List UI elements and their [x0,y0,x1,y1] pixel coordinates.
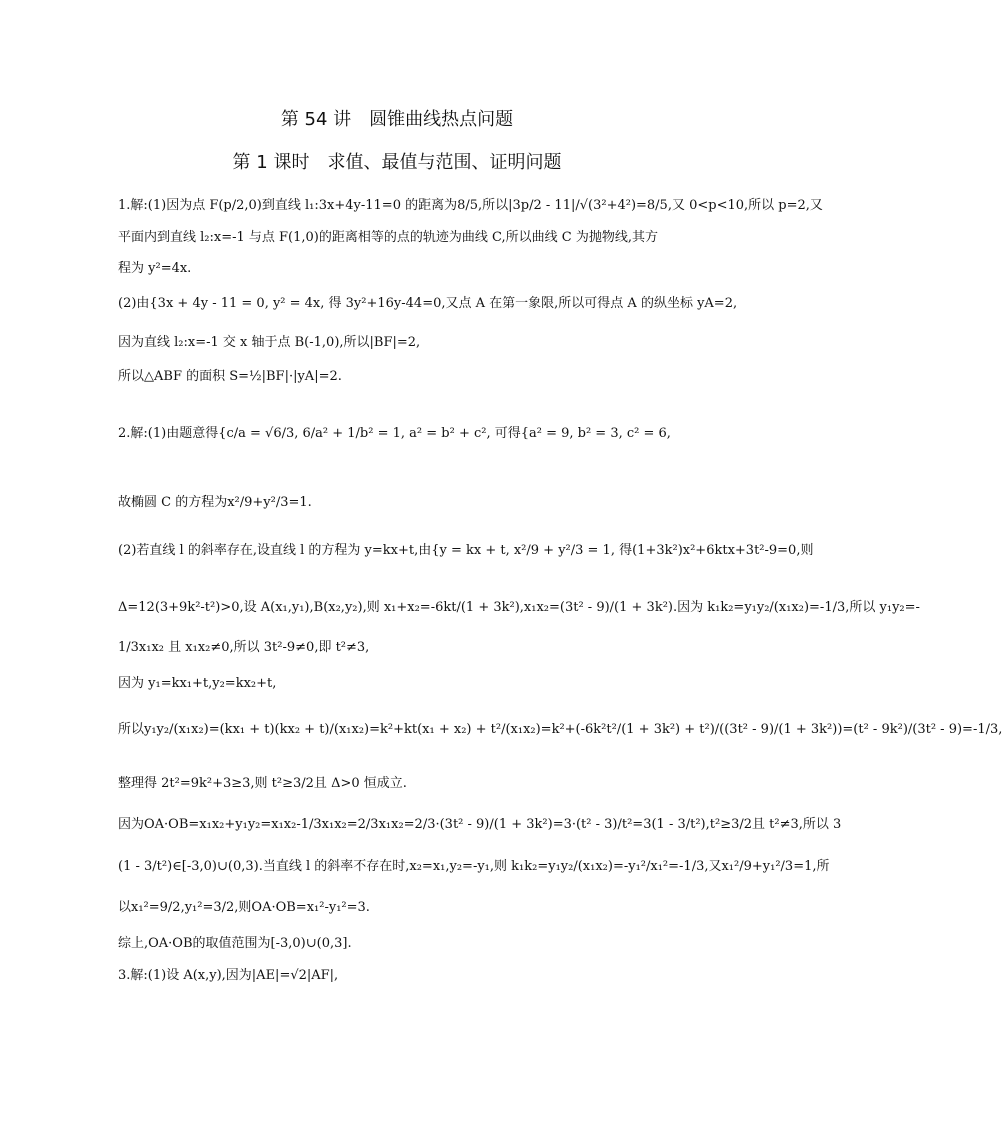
p2-line-4: Δ=12(3+9k²-t²)>0,设 A(x₁,y₁),B(x₂,y₂),则 x₁+x₂=-6kt/(1 + 3k²),x₁x₂=(3t² - 9)/(1 + 3k²).因为 k₁k₂=y₁y₂/(x₁x₂)=-1/3,所以 y₁y₂=- [118,600,920,615]
p2-line-2: 故椭圆 C 的方程为x²/9+y²/3=1. [118,495,312,510]
p2-line-9: 因为OA·OB=x₁x₂+y₁y₂=x₁x₂-1/3x₁x₂=2/3x₁x₂=2/3·(3t² - 9)/(1 + 3k²)=3·(t² - 3)/t²=3(1 - 3/t²),t²≥3/2且 t²≠3,所以 3 [118,817,842,832]
p1-line-3: 程为 y²=4x. [118,261,192,276]
p1-line-1: 1.解:(1)因为点 F(p/2,0)到直线 l₁:3x+4y-11=0 的距离为8/5,所以|3p/2 - 11|/√(3²+4²)=8/5,又 0<p<10,所以 p=2,又 [118,198,823,213]
p1-line-4: (2)由{3x + 4y - 11 = 0, y² = 4x, 得 3y²+16y-44=0,又点 A 在第一象限,所以可得点 A 的纵坐标 yA=2, [118,296,738,311]
page-subtitle: 第 1 课时 求值、最值与范围、证明问题 [232,152,562,173]
p1-line-2: 平面内到直线 l₂:x=-1 与点 F(1,0)的距离相等的点的轨迹为曲线 C,所以曲线 C 为抛物线,其方 [118,230,658,245]
page-title: 第 54 讲 圆锥曲线热点问题 [280,109,514,130]
p3-line-1: 3.解:(1)设 A(x,y),因为|AE|=√2|AF|, [118,968,339,983]
p1-line-5: 因为直线 l₂:x=-1 交 x 轴于点 B(-1,0),所以|BF|=2, [118,335,421,350]
p2-line-11: 以x₁²=9/2,y₁²=3/2,则OA·OB=x₁²-y₁²=3. [118,900,370,915]
p2-line-12: 综上,OA·OB的取值范围为[-3,0)∪(0,3]. [118,936,352,951]
p2-line-6: 因为 y₁=kx₁+t,y₂=kx₂+t, [118,676,277,691]
p2-line-1: 2.解:(1)由题意得{c/a = √6/3, 6/a² + 1/b² = 1, a² = b² + c², 可得{a² = 9, b² = 3, c² = 6, [118,426,671,441]
p2-line-3: (2)若直线 l 的斜率存在,设直线 l 的方程为 y=kx+t,由{y = kx + t, x²/9 + y²/3 = 1, 得(1+3k²)x²+6ktx+3t²-9=0,则 [118,543,814,558]
p1-line-6: 所以△ABF 的面积 S=½|BF|·|yA|=2. [118,369,342,384]
p2-line-7: 所以y₁y₂/(x₁x₂)=(kx₁ + t)(kx₂ + t)/(x₁x₂)=k²+kt(x₁ + x₂) + t²/(x₁x₂)=k²+(-6k²t²/(1 + 3k²) + t²)/((3t² - 9)/(1 + 3k²))=(t² - 9k²)/(3t² - 9)=-1/3, [118,722,1002,737]
p2-line-5: 1/3x₁x₂ 且 x₁x₂≠0,所以 3t²-9≠0,即 t²≠3, [118,640,370,655]
p2-line-10: (1 - 3/t²)∈[-3,0)∪(0,3).当直线 l 的斜率不存在时,x₂=x₁,y₂=-y₁,则 k₁k₂=y₁y₂/(x₁x₂)=-y₁²/x₁²=-1/3,又x₁²/9+y₁²/3=1,所 [118,859,830,874]
p2-line-8: 整理得 2t²=9k²+3≥3,则 t²≥3/2且 Δ>0 恒成立. [118,776,407,791]
